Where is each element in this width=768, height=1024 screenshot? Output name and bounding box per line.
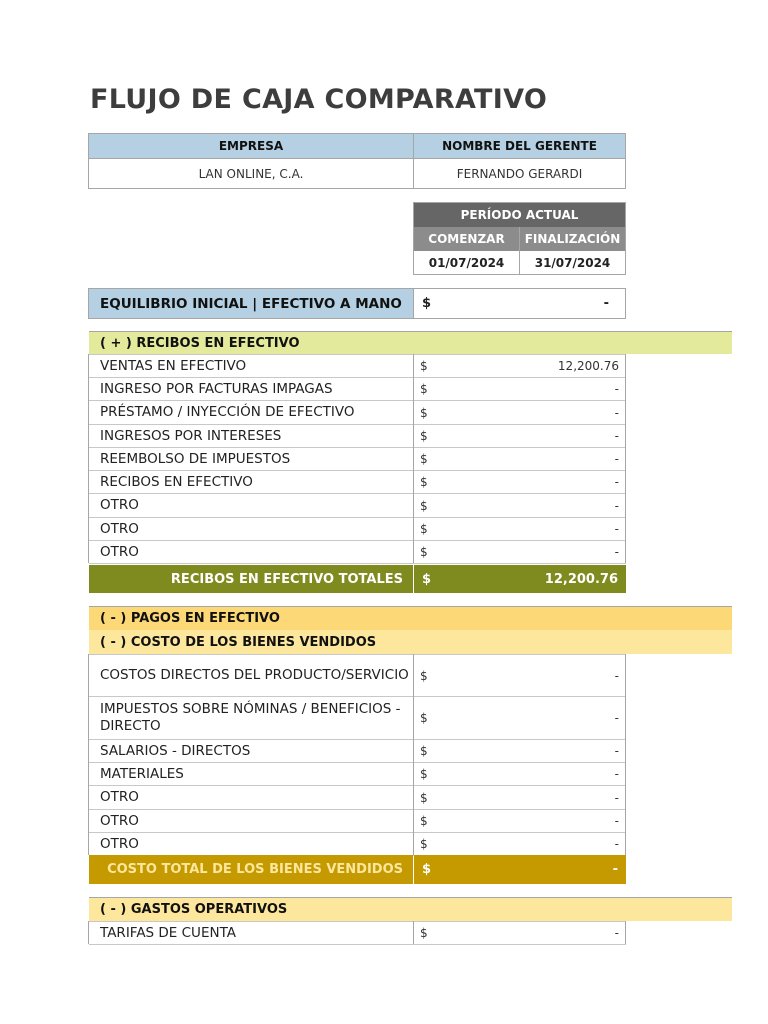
manager-value[interactable]: FERNANDO GERARDI	[456, 166, 583, 181]
row-value[interactable]: -	[614, 814, 619, 828]
row-currency: $	[420, 926, 428, 940]
cogs-header: ( - ) COSTO DE LOS BIENES VENDIDOS	[89, 630, 732, 654]
row-value[interactable]: -	[614, 790, 619, 805]
company-value[interactable]: LAN ONLINE, C.A.	[198, 166, 304, 181]
row-currency: $	[420, 837, 428, 851]
payments-header: ( - ) PAGOS EN EFECTIVO	[89, 606, 732, 630]
row-value[interactable]: -	[614, 767, 619, 781]
company-header: EMPRESA	[89, 134, 413, 158]
row-label: INGRESO POR FACTURAS IMPAGAS	[100, 380, 333, 397]
row-label: REEMBOLSO DE IMPUESTOS	[100, 450, 291, 467]
cogs-total-value[interactable]: -	[454, 855, 626, 884]
row-currency: $	[420, 814, 428, 828]
row-value[interactable]: -	[614, 926, 619, 940]
row-label: COSTOS DIRECTOS DEL PRODUCTO/SERVICIO	[100, 667, 409, 683]
row-label: TARIFAS DE CUENTA	[100, 924, 237, 941]
period-title: PERÍODO ACTUAL	[414, 203, 625, 227]
row-currency: $	[420, 668, 428, 683]
row-label: INGRESOS POR INTERESES	[100, 427, 282, 444]
opening-balance-currency: $	[422, 296, 432, 311]
row-currency: $	[420, 452, 428, 466]
row-currency: $	[420, 405, 428, 420]
row-value[interactable]: -	[614, 668, 619, 683]
row-value[interactable]: -	[614, 837, 619, 851]
row-label: SALARIOS - DIRECTOS	[100, 742, 251, 759]
row-currency: $	[420, 767, 428, 781]
row-value[interactable]: -	[614, 475, 619, 489]
row-currency: $	[420, 498, 428, 513]
row-currency: $	[420, 429, 428, 443]
row-value[interactable]: -	[614, 522, 619, 536]
period-end-value[interactable]: 31/07/2024	[534, 255, 611, 270]
row-value[interactable]: -	[614, 429, 619, 443]
row-label: IMPUESTOS SOBRE NÓMINAS / BENEFICIOS - DIRECTO	[100, 701, 401, 734]
row-currency: $	[420, 545, 428, 559]
row-currency: $	[420, 359, 428, 373]
receipts-total-currency: $	[414, 565, 454, 593]
row-label: OTRO	[100, 497, 139, 513]
row-value[interactable]: -	[614, 405, 619, 420]
row-value[interactable]: -	[614, 545, 619, 559]
row-currency: $	[420, 475, 428, 489]
period-start-label: COMENZAR	[414, 227, 519, 251]
row-label: VENTAS EN EFECTIVO	[100, 357, 247, 374]
row-label: PRÉSTAMO / INYECCIÓN DE EFECTIVO	[100, 404, 355, 420]
row-value[interactable]: -	[614, 744, 619, 758]
row-label: OTRO	[100, 543, 139, 560]
row-label: OTRO	[100, 789, 139, 805]
row-label: OTRO	[100, 835, 139, 852]
row-value[interactable]: -	[614, 711, 619, 725]
opening-balance-value[interactable]: -	[603, 296, 609, 311]
row-label: OTRO	[100, 812, 139, 829]
row-currency: $	[420, 382, 428, 396]
row-label: OTRO	[100, 520, 139, 537]
cogs-total-label: COSTO TOTAL DE LOS BIENES VENDIDOS	[89, 855, 413, 884]
period-end-label: FINALIZACIÓN	[520, 227, 625, 251]
row-currency: $	[420, 790, 428, 805]
row-currency: $	[420, 744, 428, 758]
row-value[interactable]: 12,200.76	[557, 359, 619, 373]
manager-header: NOMBRE DEL GERENTE	[414, 134, 625, 158]
receipts-total-value[interactable]: 12,200.76	[454, 565, 626, 593]
row-label: MATERIALES	[100, 765, 184, 782]
row-currency: $	[420, 522, 428, 536]
row-value[interactable]: -	[614, 498, 619, 513]
opex-header: ( - ) GASTOS OPERATIVOS	[89, 897, 732, 921]
period-start-value[interactable]: 01/07/2024	[428, 255, 505, 270]
receipts-header: ( + ) RECIBOS EN EFECTIVO	[89, 331, 732, 354]
page-title: FLUJO DE CAJA COMPARATIVO	[90, 84, 548, 115]
row-currency: $	[420, 711, 428, 725]
row-value[interactable]: -	[614, 452, 619, 466]
cogs-total-currency: $	[414, 855, 454, 884]
receipts-total-label: RECIBOS EN EFECTIVO TOTALES	[89, 565, 413, 593]
opening-balance-label: EQUILIBRIO INICIAL | EFECTIVO A MANO	[89, 289, 413, 318]
row-value[interactable]: -	[614, 382, 619, 396]
row-label: RECIBOS EN EFECTIVO	[100, 473, 253, 490]
